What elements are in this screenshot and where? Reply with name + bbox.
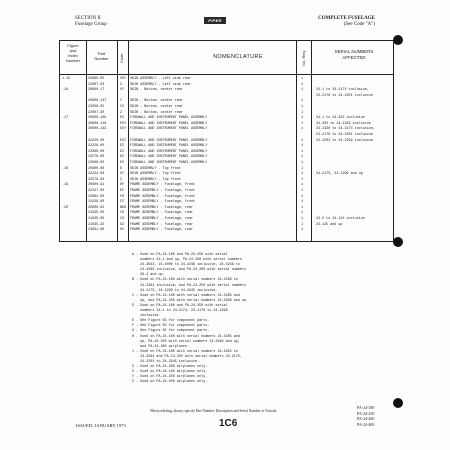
note-line: up, PA-24-250 with serial numbers 24-2946 and up, — [132, 339, 240, 344]
part-number-cell: 23068-02 — [88, 161, 105, 165]
part-number-cell: 21635-00 — [88, 217, 105, 221]
note-line: B - Used on PA-24-180 with serial numbers 24-2299 to — [132, 278, 238, 283]
table-row — [60, 94, 393, 99]
code-cell: EXY — [120, 121, 127, 126]
note-line: 24-3284 and PA-24-250 with serial numbers 24-2175, — [132, 354, 242, 359]
table-row — [60, 183, 393, 188]
quantity-cell: 1 — [301, 77, 304, 81]
code-cell: CG — [120, 217, 125, 221]
serial-numbers-cell: 24-303 to 24-1329 inclusive — [316, 121, 371, 126]
nomenclature-cell: FIREWALL AND INSTRUMENT PANEL ASSEMBLY — [130, 116, 208, 121]
group-label: Fuselage Group — [75, 22, 107, 27]
nomenclature-cell: SKIN - Bottom, center rear — [130, 99, 183, 104]
part-number-cell: 23066-00 — [88, 149, 105, 154]
code-cell: XY — [120, 172, 125, 177]
nomenclature-cell: SKIN - Bottom, center rear — [130, 88, 183, 93]
part-number-cell: 22220-00 — [88, 138, 105, 143]
note-line: numbers 24-1 and up, PA-24-260 with serial numbers — [132, 258, 242, 263]
code-cell: CV — [120, 105, 125, 109]
code-cell: D — [120, 166, 123, 171]
code-cell: Z — [120, 82, 123, 87]
part-number-cell: 20600-109 — [88, 116, 107, 121]
nomenclature-cell: FRAME ASSEMBLY - Fuselage, front — [130, 183, 196, 188]
part-number-cell: 22607-03 — [88, 82, 105, 87]
table-row — [60, 195, 393, 200]
note-line: 24-3642, 24-4000 to 24-4246 inclusive, 24-4248 to — [132, 263, 240, 268]
parts-table — [59, 40, 394, 242]
table-row — [60, 228, 393, 233]
table-row — [60, 105, 393, 110]
figure-index-cell: -20 — [62, 205, 69, 210]
note-line: 26-2 and up. — [132, 273, 165, 278]
nomenclature-cell: SKIN - Bottom, center rear — [130, 105, 183, 109]
table-row — [60, 88, 393, 93]
serial-numbers-cell: 24-2 to 24-124 inclusive — [316, 217, 365, 221]
figure-index-cell: 1-15 — [62, 77, 71, 81]
serial-numbers-header: SERIAL NUMBERS AFFECTED — [334, 49, 374, 60]
code-cell: VXY — [120, 77, 127, 81]
quantity-required-header: No. Req. — [301, 50, 306, 66]
nomenclature-cell: FRAME ASSEMBLY - Fuselage, front — [130, 194, 196, 199]
part-number-header: Part Number — [94, 51, 109, 61]
serial-numbers-cell: 24-2202 to 24-2299 inclusive — [316, 138, 373, 143]
quantity-cell: 1 — [301, 211, 304, 216]
quantity-cell: 1 — [301, 172, 304, 177]
part-number-cell: 20600-08 — [88, 166, 105, 171]
part-number-cell: 22579-03 — [88, 177, 105, 182]
note-line: Y - Used on PA-24-250 airplanes only. — [132, 375, 208, 380]
quantity-cell: 1 — [301, 183, 304, 188]
code-cell: BDG — [120, 205, 127, 210]
note-line: J - Used on PA-24-180 with serial numbers 24-2202 to — [132, 349, 238, 354]
code-cell: EZ — [120, 149, 125, 154]
table-row — [60, 144, 393, 149]
table-row — [60, 83, 393, 88]
serial-numbers-cell: 24-2176 to 24-2201 inclusive — [316, 133, 373, 137]
quantity-cell: 1 — [301, 155, 304, 160]
quantity-cell: 1 — [301, 121, 304, 126]
note-line: F - See Figure 5D for component parts. — [132, 324, 210, 329]
nomenclature-cell: FRAME ASSEMBLY - Fuselage, rear — [130, 228, 194, 233]
quantity-cell: 1 — [301, 205, 304, 210]
note-line: 24-3284 inclusive, and PA-24-250 with serial numbers — [132, 283, 246, 288]
code-cell: XY — [120, 88, 125, 93]
part-number-cell: 20600-119 — [88, 121, 107, 126]
quantity-cell: 1 — [301, 144, 304, 149]
part-number-cell: 22224-03 — [88, 172, 105, 177]
part-number-cell: 20600-143 — [88, 127, 107, 132]
ordering-instructions: When ordering, always specify Part Number, Description and Serial Number of Aircraft. — [150, 409, 278, 413]
nomenclature-cell: SKIN ASSEMBLY - Left side rear — [130, 77, 192, 81]
part-number-cell: 20600-91 — [88, 183, 105, 188]
quantity-cell: 1 — [301, 177, 304, 182]
binder-hole — [393, 237, 403, 247]
quantity-cell: 1 — [301, 116, 304, 121]
part-number-cell: 24831-00 — [88, 228, 105, 233]
code-cell: CG — [120, 211, 125, 216]
part-number-cell: 20600-05 — [88, 77, 105, 81]
code-cell: Z — [120, 110, 123, 115]
code-cell: FZ — [120, 200, 125, 205]
table-row — [60, 206, 393, 211]
code-cell: Z — [120, 177, 123, 182]
code-header: Code — [119, 53, 124, 63]
table-row — [60, 77, 393, 82]
nomenclature-cell: FRAME ASSEMBLY - Fuselage, rear — [130, 211, 194, 216]
table-row — [60, 99, 393, 104]
nomenclature-cell: FRAME ASSEMBLY - Fuselage, rear — [130, 222, 194, 227]
table-row — [60, 217, 393, 222]
nomenclature-cell: FIREWALL AND INSTRUMENT PANEL ASSEMBLY — [130, 144, 208, 149]
table-row — [60, 189, 393, 194]
table-row — [60, 211, 393, 216]
fiche-number: 1C6 — [219, 418, 238, 429]
serial-numbers-cell: 24-1 to 24-2174 inclusive, — [316, 88, 369, 93]
nomenclature-cell: FRAME ASSEMBLY - Fuselage, front — [130, 200, 196, 205]
part-number-cell: 20600-17 — [88, 88, 105, 93]
table-row — [60, 127, 393, 132]
note-line: X - Used on PA-24-180 airplanes only. — [132, 370, 208, 375]
quantity-cell: 1 — [301, 82, 304, 87]
note-line: 24-2202 to 24-2945 inclusive. — [132, 359, 200, 364]
applicable-models: PA-24-180 PA-24-250 PA-24-260 PA-24-400 — [357, 405, 375, 427]
quantity-cell: 1 — [301, 110, 304, 115]
code-cell: GV — [120, 228, 125, 233]
code-cell: EZ — [120, 144, 125, 149]
nomenclature-cell: SKIN ASSEMBLY - Top front — [130, 166, 181, 171]
nomenclature-cell: SKIN - Bottom, center rear — [130, 110, 183, 115]
note-line: D - Used on PA-24-180 and PA-24-250 with serial — [132, 303, 228, 308]
part-number-cell: 21935-00 — [88, 211, 105, 216]
note-line: numbers 24-1 to 24-2174, 24-2176 to 24-2298 — [132, 309, 228, 314]
nomenclature-cell: SKIN ASSEMBLY - Left side rear — [130, 82, 192, 87]
part-number-cell: 20600-92 — [88, 205, 105, 210]
note-line: up, and PA-24-250 with serial numbers 24-2946 and up. — [132, 298, 248, 303]
quantity-cell: 1 — [301, 99, 304, 104]
serial-numbers-cell: 24-125 and up — [316, 222, 343, 227]
code-cell: Y — [120, 99, 123, 104]
nomenclature-cell: SKIN ASSEMBLY - Top front — [130, 172, 181, 177]
page-title-block — [303, 16, 375, 28]
figure-index-cell: -18 — [62, 166, 69, 171]
note-line: 24-2175, 24-2299 to 24-2945 inclusive. — [132, 288, 218, 293]
nomenclature-cell: FRAME ASSEMBLY - Fuselage, front — [130, 189, 196, 193]
note-line: 24-4299 inclusive, and PA-24-400 with serial numbers — [132, 268, 246, 273]
nomenclature-cell: FIREWALL AND INSTRUMENT PANEL ASSEMBLY — [130, 121, 208, 126]
nomenclature-header: NOMENCLATURE — [213, 54, 263, 60]
table-row — [60, 223, 393, 228]
table-row — [60, 167, 393, 172]
part-number-cell: 21635-22 — [88, 222, 105, 227]
part-number-cell: 22429-00 — [88, 200, 105, 205]
code-cell: FH — [120, 194, 125, 199]
issue-date: ISSUED: JANUARY 1973 — [76, 423, 126, 428]
part-number-cell: 22226-00 — [88, 144, 105, 149]
table-row — [60, 116, 393, 121]
note-line: G - See Figure 5E for component parts. — [132, 329, 210, 334]
part-number-cell: 23062-00 — [88, 194, 105, 199]
nomenclature-cell: FIREWALL AND INSTRUMENT PANEL ASSEMBLY — [130, 149, 208, 154]
table-row — [60, 133, 393, 138]
code-cell: EX — [120, 116, 125, 121]
nomenclature-cell: FIREWALL AND INSTRUMENT PANEL ASSEMBLY — [130, 138, 208, 143]
code-cell: GZ — [120, 222, 125, 227]
table-row — [60, 139, 393, 144]
quantity-cell: 1 — [301, 127, 304, 132]
quantity-cell: 1 — [301, 166, 304, 171]
binder-hole — [393, 35, 403, 45]
nomenclature-cell: FRAME ASSEMBLY - Fuselage, rear — [130, 217, 194, 221]
quantity-cell: 1 — [301, 88, 304, 93]
page-subtitle: (See Code "A") — [343, 22, 375, 27]
code-cell: DF — [120, 183, 125, 188]
note-line: E - See Figure 5G for component parts. — [132, 319, 210, 324]
quantity-cell: 1 — [301, 105, 304, 109]
part-number-cell: 22247-00 — [88, 189, 105, 193]
code-cell: EXY — [120, 127, 127, 132]
page-title: COMPLETE FUSELAGE — [318, 16, 375, 21]
part-number-cell: 23056-05 — [88, 105, 105, 109]
quantity-cell: 1 — [301, 228, 304, 233]
part-number-cell: 20600-147 — [88, 99, 107, 104]
serial-numbers-cell: 24-1 to 24-302 inclusive — [316, 116, 365, 121]
section-label: SECTION II — [75, 16, 101, 21]
nomenclature-cell: SKIN ASSEMBLY - Top front — [130, 177, 181, 182]
figure-index-cell: -19 — [62, 183, 69, 188]
table-row — [60, 200, 393, 205]
note-line: H - Used on PA-24-180 with serial numbers 24-3285 and — [132, 334, 240, 339]
code-cell: EXY — [120, 138, 127, 143]
figure-index-cell: -16 — [62, 88, 69, 93]
note-line: Z - Used on PA-24-400 airplanes only. — [132, 380, 208, 385]
quantity-cell: 1 — [301, 149, 304, 154]
table-row — [60, 161, 393, 166]
code-cell: EV — [120, 161, 125, 165]
piper-logo: PIPER — [204, 17, 226, 24]
quantity-cell: 1 — [301, 200, 304, 205]
nomenclature-cell: FIREWALL AND INSTRUMENT PANEL ASSEMBLY — [130, 127, 208, 132]
figure-index-cell: -17 — [62, 116, 69, 121]
serial-numbers-cell: 24-1330 to 24-2174 inclusive, — [316, 127, 376, 132]
nomenclature-cell: FRAME ASSEMBLY - Fuselage, rear — [130, 205, 194, 210]
nomenclature-cell: FIREWALL AND INSTRUMENT PANEL ASSEMBLY — [130, 155, 208, 160]
quantity-cell: 1 — [301, 189, 304, 193]
binder-hole — [393, 398, 403, 408]
note-line: inclusive. — [132, 314, 161, 319]
serial-numbers-cell: 24-2176 to 24-2201 inclusive — [316, 93, 373, 98]
note-line: and PA-24-260 airplanes. — [132, 344, 189, 349]
note-line: A - Used on PA-24-180 and PA-24-250 with serial — [132, 253, 228, 257]
figure-index-header: Figure and Index Number — [65, 43, 81, 63]
quantity-cell: 1 — [301, 161, 304, 165]
quantity-cell: 1 — [301, 217, 304, 221]
table-row — [60, 150, 393, 155]
nomenclature-cell: FIREWALL AND INSTRUMENT PANEL ASSEMBLY — [130, 161, 208, 165]
code-cell: EZ — [120, 155, 125, 160]
code-notes — [132, 253, 372, 385]
table-row — [60, 111, 393, 116]
note-line: C - Used on PA-24-180 with serial numbers 24-3285 and — [132, 293, 240, 298]
note-line: V - Used on PA-24-260 airplanes only. — [132, 365, 208, 370]
quantity-cell: 1 — [301, 194, 304, 199]
header-divider — [60, 74, 393, 75]
section-heading — [75, 16, 107, 28]
code-cell: EF — [120, 189, 125, 193]
table-row — [60, 178, 393, 183]
part-number-cell: 22607-30 — [88, 110, 105, 115]
table-row — [60, 155, 393, 160]
quantity-cell: 1 — [301, 222, 304, 227]
part-number-cell: 22579-00 — [88, 155, 105, 160]
quantity-cell: 1 — [301, 138, 304, 143]
table-row — [60, 172, 393, 177]
serial-numbers-cell: 24-2175, 24-2299 and up — [316, 172, 363, 177]
